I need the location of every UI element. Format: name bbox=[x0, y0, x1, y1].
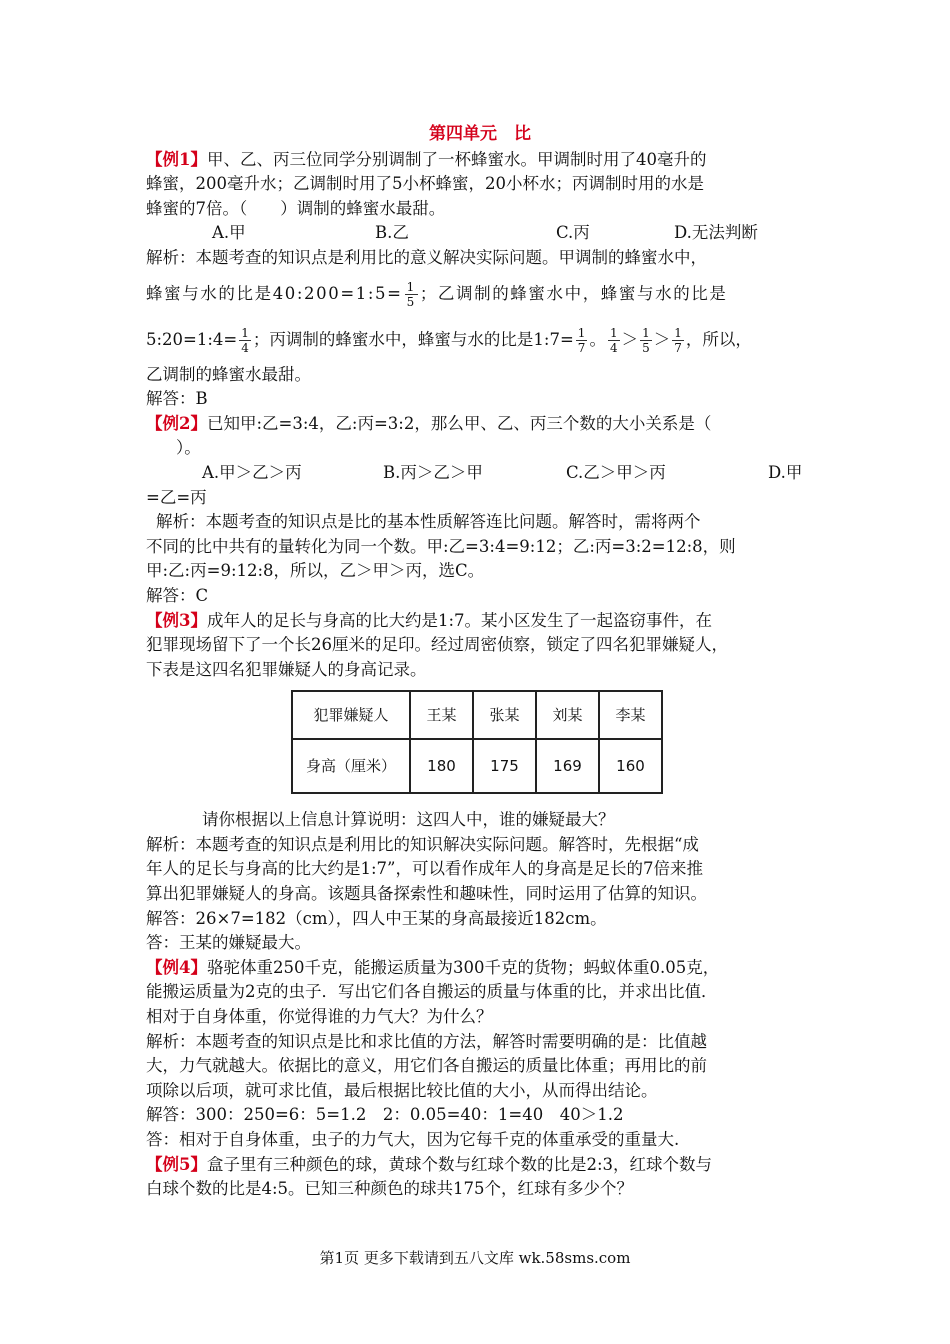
ex2-option-c: C.乙＞甲＞丙 bbox=[566, 462, 666, 482]
ex3-question-line: 【例3】成年人的足长与身高的比大约是1:7。某小区发生了一起盗窃事件，在 bbox=[146, 610, 713, 630]
ex1-option-b: B.乙 bbox=[375, 223, 409, 243]
fraction: $\frac{1}{5}$ bbox=[406, 279, 416, 309]
ex1-question-line: 蜂蜜的7倍。（ ）调制的蜂蜜水最甜。 bbox=[146, 198, 446, 218]
ex5-label: 【例5】 bbox=[146, 1154, 207, 1174]
ex1-analysis-line: 5:20=1:4= $\frac{1}{4}$ ；丙调制的蜂蜜水中，蜂蜜与水的比是1:7= $\frac{1}{7}$ 。 $\frac{1}{4}$ ＞ $\frac{1}{5}$ ＞ $\frac{1}{7}$ ，所以， bbox=[146, 325, 752, 355]
ex3-answer: 解答：26×7=182（cm），四人中王某的身高最接近182cm。 bbox=[146, 908, 607, 928]
ex4-question-line: 相对于自身体重，你觉得谁的力气大？为什么？ bbox=[146, 1007, 493, 1027]
ex1-option-d: D.无法判断 bbox=[674, 223, 758, 243]
ex3-analysis-line: 年人的足长与身高的比大约是1:7”，可以看作成年人的身高是足长的7倍来推 bbox=[146, 859, 703, 879]
ex1-analysis-line: 乙调制的蜂蜜水最甜。 bbox=[146, 364, 311, 384]
ex2-answer: 解答：C bbox=[146, 585, 209, 605]
ex2-option-b: B.丙＞乙＞甲 bbox=[383, 462, 483, 482]
ex3-analysis-line: 算出犯罪嫌疑人的身高。该题具备探索性和趣味性，同时运用了估算的知识。 bbox=[146, 884, 707, 904]
ex4-analysis-line: 项除以后项，就可求比值，最后根据比较比值的大小，从而得出结论。 bbox=[146, 1080, 658, 1100]
ex2-options bbox=[146, 461, 814, 486]
table-cell: 160 bbox=[599, 739, 662, 793]
ex4-label: 【例4】 bbox=[146, 957, 207, 977]
table-cell: 180 bbox=[410, 739, 473, 793]
ex2-option-d-cont: =乙=丙 bbox=[146, 487, 207, 507]
fraction: $\frac{1}{4}$ bbox=[609, 325, 618, 355]
ex1-analysis-line: 解析：本题考查的知识点是利用比的意义解决实际问题。甲调制的蜂蜜水中， bbox=[146, 247, 707, 267]
table-header-cell: 刘某 bbox=[536, 691, 599, 739]
table-header-cell: 王某 bbox=[410, 691, 473, 739]
table-cell: 身高（厘米） bbox=[292, 739, 410, 793]
ex2-option-a: A.甲＞乙＞丙 bbox=[202, 462, 302, 482]
ex4-final-answer: 答：相对于自身体重，虫子的力气大，因为它每千克的体重承受的重量大. bbox=[146, 1130, 680, 1149]
fraction: $\frac{1}{7}$ bbox=[577, 325, 586, 355]
ex3-analysis-line: 解析：本题考查的知识点是利用比的知识解决实际问题。解答时，先根据“成 bbox=[146, 834, 699, 854]
page-footer: 第1页 更多下载请到五八文库 wk.58sms.com bbox=[319, 1249, 631, 1267]
table-header-cell: 犯罪嫌疑人 bbox=[292, 691, 410, 739]
ex4-question-line: 【例4】骆驼体重250千克，能搬运质量为300千克的货物；蚂蚁体重0.05克， bbox=[146, 957, 720, 977]
ex2-analysis-line: 甲:乙:丙=9:12:8，所以，乙＞甲＞丙，选C。 bbox=[146, 561, 485, 581]
ex3-question-line: 犯罪现场留下了一个长26厘米的足印。经过周密侦察，锁定了四名犯罪嫌疑人， bbox=[146, 635, 728, 655]
ex4-answer: 解答：300：250=6：5=1.2 2：0.05=40：1=40 40＞1.2 bbox=[146, 1105, 624, 1125]
ex3-question-line: 请你根据以上信息计算说明：这四人中，谁的嫌疑最大？ bbox=[202, 810, 615, 830]
ex2-option-d: D.甲 bbox=[768, 462, 803, 482]
ex3-label: 【例3】 bbox=[146, 610, 207, 630]
page-title: 第四单元 比 bbox=[429, 124, 531, 144]
ex1-label: 【例1】 bbox=[146, 149, 207, 169]
ex1-option-a: A.甲 bbox=[212, 223, 246, 243]
table-header-cell: 李某 bbox=[599, 691, 662, 739]
ex3-question-line: 下表是这四名犯罪嫌疑人的身高记录。 bbox=[146, 659, 427, 679]
table-row bbox=[292, 739, 662, 793]
ex1-answer: 解答：B bbox=[146, 389, 208, 409]
fraction: $\frac{1}{5}$ bbox=[642, 325, 650, 355]
ex1-analysis-line: 蜂蜜与水的比是40:200=1:5= $\frac{1}{5}$ ；乙调制的蜂蜜水中，蜂蜜与水的比是 bbox=[146, 279, 728, 309]
ex1-question-line: 【例1】甲、乙、丙三位同学分别调制了一杯蜂蜜水。甲调制时用了40毫升的 bbox=[146, 149, 707, 169]
ex4-analysis-line: 大，力气就越大。依据比的意义，用它们各自搬运的质量比体重；再用比的前 bbox=[146, 1056, 707, 1076]
table-cell: 169 bbox=[536, 739, 599, 793]
table-cell: 175 bbox=[473, 739, 536, 793]
ex5-question-line: 白球个数的比是4:5。已知三种颜色的球共175个，红球有多少个？ bbox=[146, 1179, 634, 1199]
ex2-question-line: ）。 bbox=[176, 438, 201, 458]
ex5-question-line: 【例5】盒子里有三种颜色的球，黄球个数与红球个数的比是2:3，红球个数与 bbox=[146, 1154, 713, 1174]
ex3-final-answer: 答：王某的嫌疑最大。 bbox=[146, 933, 311, 953]
ex4-question-line: 能搬运质量为2克的虫子．写出它们各自搬运的质量与体重的比，并求出比值． bbox=[146, 982, 718, 1002]
fraction: $\frac{1}{4}$ bbox=[241, 325, 249, 355]
ex1-option-c: C.丙 bbox=[556, 223, 590, 243]
ex2-analysis-line: 不同的比中共有的量转化为同一个数。甲:乙=3:4=9:12；乙:丙=3:2=12:8，则 bbox=[146, 536, 736, 556]
ex2-analysis-line: 解析：本题考查的知识点是比的基本性质解答连比问题。解答时，需将两个 bbox=[156, 512, 701, 532]
ex1-question-line: 蜂蜜，200毫升水；乙调制时用了5小杯蜂蜜，20小杯水；丙调制时用的水是 bbox=[146, 174, 704, 194]
ex4-analysis-line: 解析：本题考查的知识点是比和求比值的方法，解答时需要明确的是：比值越 bbox=[146, 1031, 707, 1051]
document-body bbox=[146, 122, 814, 1202]
fraction: $\frac{1}{7}$ bbox=[674, 325, 682, 355]
ex1-options bbox=[146, 221, 814, 246]
ex2-label: 【例2】 bbox=[146, 413, 207, 433]
height-table bbox=[291, 690, 663, 794]
ex2-question-line: 【例2】已知甲:乙=3:4，乙:丙=3:2，那么甲、乙、丙三个数的大小关系是（ bbox=[146, 413, 712, 433]
table-header-cell: 张某 bbox=[473, 691, 536, 739]
table-row bbox=[292, 691, 662, 739]
